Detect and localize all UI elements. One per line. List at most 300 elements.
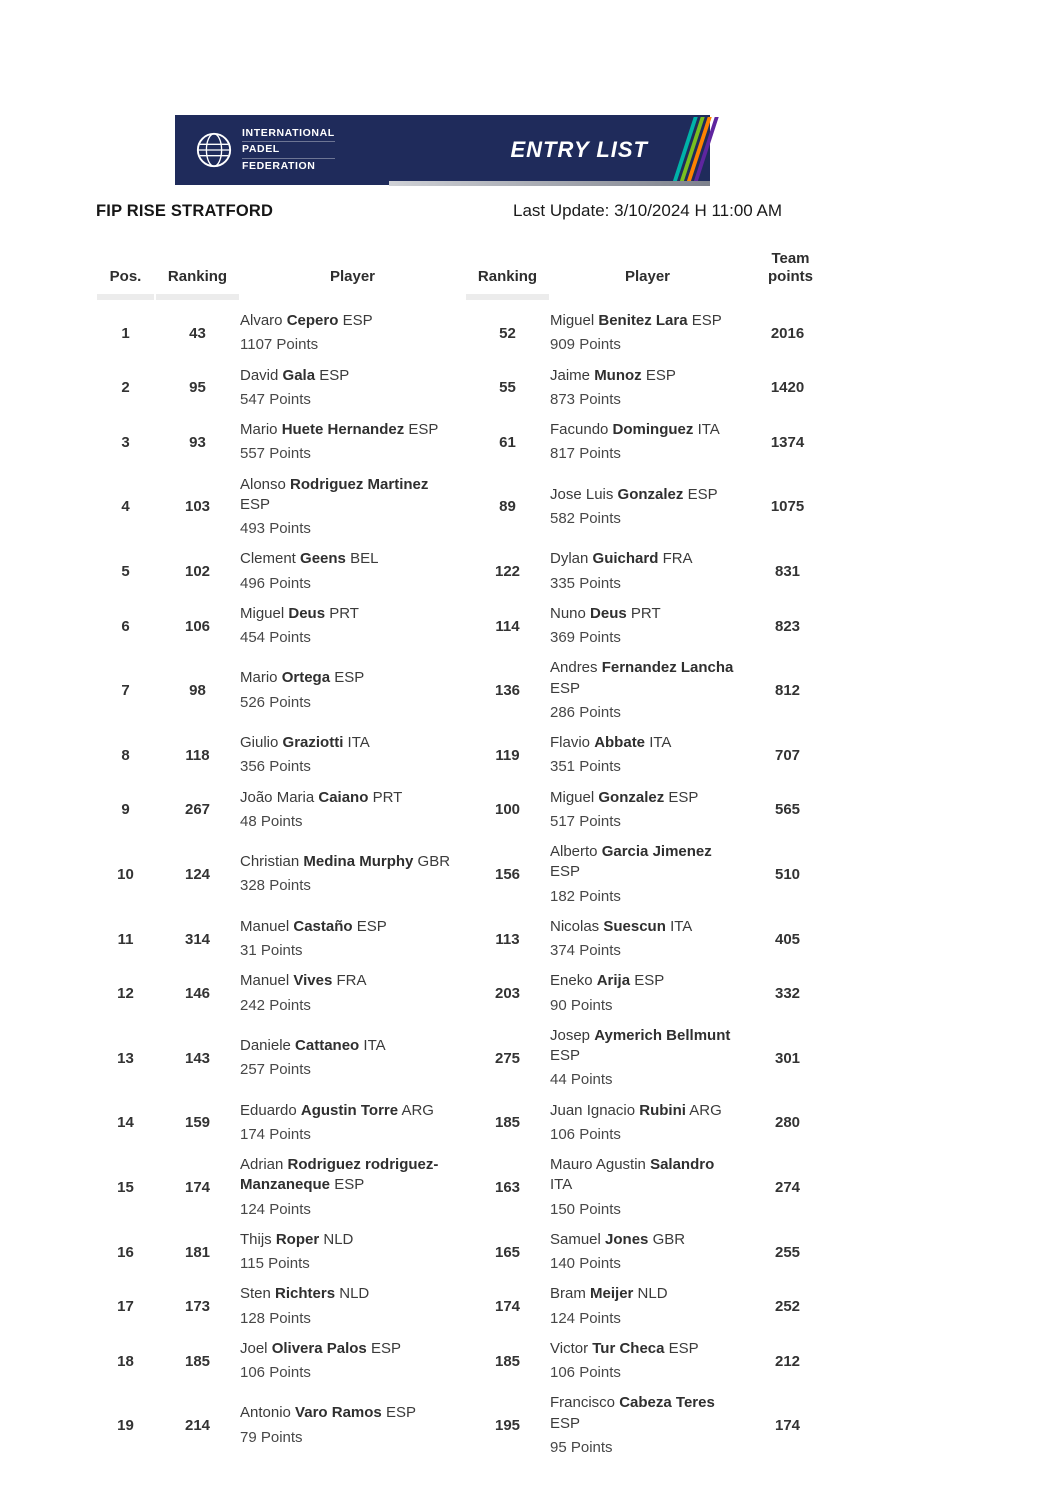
- player-country-code: ESP: [668, 1339, 699, 1357]
- player-last-name: Jones: [605, 1230, 649, 1248]
- ranking-cell-1: 159: [184, 1114, 211, 1132]
- player-cell-1: [240, 971, 465, 1016]
- player-first-name: João Maria: [240, 788, 315, 806]
- player-name-2: [550, 311, 735, 331]
- player-first-name: Jose Luis: [550, 485, 614, 503]
- header-player-2: Player: [624, 268, 671, 285]
- player-name-1: [240, 1339, 455, 1359]
- player-first-name: Josep: [550, 1026, 591, 1044]
- player-first-name: Alberto: [550, 843, 598, 860]
- player-name-2: [550, 1155, 735, 1196]
- player-points-1: 31 Points: [240, 942, 303, 959]
- player-last-name: Arija: [596, 972, 631, 990]
- player-name-2: [550, 971, 735, 991]
- player-first-name: Manuel: [240, 917, 290, 935]
- player-first-name: Jaime: [550, 366, 591, 384]
- player-first-name: Nuno: [550, 604, 586, 622]
- player-name-1: [240, 852, 455, 872]
- position-cell: 16: [117, 1243, 134, 1261]
- player-cell-1: [240, 366, 465, 411]
- player-country-code: PRT: [329, 604, 359, 622]
- player-points-1: 48 Points: [240, 812, 303, 830]
- table-row: [96, 653, 830, 728]
- table-row: [96, 728, 830, 783]
- player-cell-2: [550, 311, 745, 356]
- player-points-1: 124 Points: [240, 1200, 311, 1218]
- player-name-2: [550, 1393, 735, 1434]
- player-cell-2: [550, 549, 745, 594]
- player-name-2: [550, 733, 735, 753]
- federation-logo-text: [242, 126, 335, 175]
- player-name-2: [550, 1284, 735, 1304]
- player-last-name: Dominguez: [612, 421, 694, 438]
- player-country-code: NLD: [339, 1285, 370, 1303]
- table-header-row: [96, 246, 830, 296]
- team-points-cell: 405: [774, 930, 801, 948]
- logo-line-federation: FEDERATION: [242, 159, 316, 172]
- player-last-name: Castaño: [293, 917, 353, 935]
- player-last-name: Vives: [293, 972, 333, 990]
- player-name-1: [240, 1036, 455, 1056]
- player-first-name: Daniele: [240, 1036, 291, 1054]
- player-name-2: [550, 1230, 735, 1250]
- header-ranking-2: Ranking: [465, 268, 550, 294]
- table-row: [96, 837, 830, 912]
- position-cell: 8: [121, 746, 130, 764]
- player-first-name: Antonio: [240, 1404, 291, 1422]
- player-first-name: Thijs: [240, 1230, 272, 1248]
- player-points-1: 242 Points: [240, 996, 311, 1014]
- player-first-name: Giulio: [240, 734, 279, 751]
- position-cell: 1: [121, 324, 130, 342]
- player-cell-1: [240, 788, 465, 833]
- position-cell: 9: [121, 801, 130, 819]
- player-last-name: Medina Murphy: [303, 853, 414, 871]
- position-cell: 19: [117, 1417, 134, 1435]
- player-last-name: Olivera Palos: [271, 1339, 367, 1357]
- ranking-cell-2: 165: [494, 1243, 521, 1261]
- player-points-2: 150 Points: [550, 1200, 621, 1218]
- player-name-1: [240, 1155, 455, 1196]
- position-cell: 10: [117, 865, 134, 883]
- player-points-2: 44 Points: [550, 1071, 613, 1089]
- player-points-2: 124 Points: [550, 1309, 621, 1327]
- banner-underline-decoration: [389, 181, 710, 186]
- player-country-code: GBR: [417, 853, 451, 871]
- player-cell-2: [550, 788, 745, 833]
- player-country-code: ESP: [240, 495, 271, 513]
- table-row: [96, 1021, 830, 1096]
- ranking-cell-1: 267: [184, 801, 211, 819]
- player-last-name: Ortega: [281, 669, 331, 687]
- player-cell-2: [550, 366, 745, 411]
- ranking-cell-2: 61: [499, 433, 516, 451]
- player-name-1: [240, 917, 455, 937]
- player-name-1: [240, 1101, 455, 1121]
- player-cell-1: [240, 1230, 465, 1275]
- player-country-code: ESP: [370, 1339, 401, 1357]
- table-row: [96, 306, 830, 361]
- ranking-cell-2: 52: [499, 324, 516, 342]
- table-row: [96, 599, 830, 654]
- team-points-cell: 510: [774, 865, 801, 883]
- tournament-title: FIP RISE STRATFORD: [96, 202, 274, 220]
- ranking-cell-1: 106: [184, 617, 211, 635]
- player-first-name: Eduardo: [240, 1101, 297, 1119]
- player-last-name: Gonzalez: [598, 788, 665, 806]
- player-name-2: [550, 485, 735, 505]
- player-first-name: Eneko: [550, 972, 593, 990]
- player-name-1: [240, 1403, 455, 1423]
- player-name-1: [240, 1284, 455, 1304]
- team-points-cell: 1420: [770, 379, 805, 397]
- player-name-1: [240, 788, 455, 808]
- player-cell-1: [240, 1403, 465, 1448]
- position-cell: 14: [117, 1114, 134, 1132]
- player-last-name: Varo Ramos: [295, 1404, 382, 1422]
- player-last-name: Munoz: [594, 366, 642, 384]
- table-row: [96, 1279, 830, 1334]
- team-points-cell: 174: [774, 1417, 801, 1435]
- player-points-1: 493 Points: [240, 520, 311, 537]
- player-points-2: 351 Points: [550, 758, 621, 776]
- team-points-cell: 707: [774, 746, 801, 764]
- ranking-cell-1: 214: [184, 1417, 211, 1435]
- player-first-name: Mario: [240, 669, 278, 687]
- ranking-cell-1: 118: [185, 746, 210, 764]
- player-first-name: Joel: [240, 1339, 268, 1357]
- player-points-2: 817 Points: [550, 445, 621, 463]
- player-name-1: [240, 475, 455, 516]
- player-last-name: Cattaneo: [295, 1036, 360, 1054]
- player-name-1: [240, 366, 455, 386]
- player-name-1: [240, 311, 455, 331]
- entry-table: [96, 246, 830, 1463]
- player-first-name: Nicolas: [550, 917, 600, 935]
- player-first-name: Mario: [240, 421, 278, 438]
- federation-banner: [175, 115, 710, 185]
- player-country-code: ESP: [342, 312, 373, 329]
- player-last-name: Geens: [300, 550, 346, 568]
- player-country-code: ESP: [668, 788, 699, 806]
- player-name-1: [240, 1230, 455, 1250]
- player-points-1: 557 Points: [240, 445, 311, 463]
- team-points-cell: 301: [774, 1049, 801, 1067]
- player-name-2: [550, 658, 735, 699]
- player-cell-1: [240, 1339, 465, 1384]
- player-first-name: Mauro Agustin: [550, 1156, 646, 1173]
- player-name-2: [550, 1339, 735, 1359]
- ranking-cell-1: 174: [184, 1178, 211, 1196]
- team-points-cell: 255: [774, 1243, 801, 1261]
- player-cell-1: [240, 420, 465, 465]
- table-row: [96, 361, 830, 416]
- player-points-2: 517 Points: [550, 812, 621, 830]
- player-points-2: 374 Points: [550, 942, 621, 959]
- player-last-name: Garcia Jimenez: [601, 843, 712, 860]
- team-points-cell: 212: [774, 1352, 801, 1370]
- player-last-name: Agustin Torre: [300, 1101, 399, 1119]
- table-row: [96, 1096, 830, 1151]
- player-cell-1: [240, 668, 465, 713]
- player-first-name: Miguel: [240, 604, 285, 622]
- player-first-name: Miguel: [550, 312, 595, 329]
- ranking-cell-2: 203: [494, 985, 521, 1002]
- player-cell-2: [550, 733, 745, 778]
- player-cell-1: [240, 852, 465, 897]
- player-first-name: Christian: [240, 853, 300, 871]
- position-cell: 12: [117, 985, 134, 1002]
- player-last-name: Huete Hernandez: [281, 421, 405, 438]
- position-cell: 6: [121, 617, 130, 635]
- player-name-2: [550, 917, 735, 937]
- player-first-name: Clement: [240, 550, 296, 568]
- player-points-2: 90 Points: [550, 996, 613, 1014]
- player-country-code: ARG: [401, 1101, 434, 1119]
- player-country-code: ESP: [691, 312, 722, 329]
- player-last-name: Meijer: [590, 1285, 634, 1303]
- entry-list-label: ENTRY LIST: [510, 137, 648, 162]
- player-points-1: 115 Points: [240, 1255, 310, 1272]
- ranking-cell-2: 195: [494, 1417, 521, 1435]
- player-cell-2: [550, 1230, 745, 1275]
- player-name-2: [550, 420, 735, 440]
- player-first-name: Juan Ignacio: [550, 1101, 636, 1119]
- player-last-name: Salandro: [650, 1156, 715, 1173]
- player-cell-1: [240, 1036, 465, 1081]
- player-cell-2: [550, 485, 745, 530]
- player-last-name: Deus: [288, 604, 326, 622]
- logo-line-padel: PADEL: [242, 142, 335, 159]
- player-cell-2: [550, 917, 745, 962]
- player-cell-2: [550, 1101, 745, 1146]
- position-cell: 17: [117, 1298, 134, 1315]
- player-points-2: 182 Points: [550, 887, 621, 905]
- ranking-cell-1: 102: [184, 563, 211, 580]
- player-first-name: Adrian: [240, 1156, 284, 1173]
- team-points-cell: 1374: [770, 433, 805, 451]
- position-cell: 11: [117, 930, 134, 948]
- player-country-code: ESP: [687, 485, 718, 503]
- ranking-cell-1: 103: [184, 498, 211, 516]
- table-row: [96, 470, 830, 545]
- player-name-1: [240, 420, 455, 440]
- player-last-name: Gonzalez: [617, 485, 684, 503]
- table-row: [96, 1150, 830, 1225]
- team-points-cell: 252: [774, 1298, 801, 1315]
- player-cell-2: [550, 842, 745, 907]
- table-row: [96, 544, 830, 599]
- team-points-cell: 823: [774, 617, 801, 635]
- player-cell-2: [550, 1393, 745, 1458]
- ranking-cell-2: 163: [494, 1178, 521, 1196]
- player-points-1: 547 Points: [240, 390, 311, 408]
- player-last-name: Deus: [590, 604, 627, 622]
- player-points-1: 526 Points: [240, 693, 311, 711]
- header-ranking-1: Ranking: [155, 268, 240, 294]
- player-country-code: ITA: [363, 1036, 386, 1054]
- player-points-1: 174 Points: [240, 1125, 311, 1143]
- player-last-name: Fernandez Lancha: [601, 659, 734, 677]
- position-cell: 7: [121, 682, 130, 700]
- player-first-name: Manuel: [240, 972, 290, 990]
- player-last-name: Cabeza Teres: [619, 1394, 715, 1412]
- player-country-code: ESP: [334, 669, 365, 687]
- player-points-2: 95 Points: [550, 1438, 613, 1456]
- player-points-2: 369 Points: [550, 629, 621, 646]
- player-last-name: Rodriguez Martinez: [290, 475, 429, 493]
- player-country-code: ESP: [356, 917, 387, 935]
- ranking-cell-1: 173: [184, 1298, 211, 1315]
- ranking-cell-2: 119: [495, 746, 520, 764]
- player-first-name: Sten: [240, 1285, 271, 1303]
- federation-logo: [175, 126, 335, 175]
- player-country-code: ESP: [334, 1176, 365, 1194]
- player-cell-2: [550, 420, 745, 465]
- player-cell-1: [240, 311, 465, 356]
- player-last-name: Aymerich Bellmunt: [594, 1026, 731, 1044]
- player-last-name: Gala: [282, 366, 316, 384]
- ranking-cell-2: 275: [494, 1049, 521, 1067]
- player-last-name: Richters: [275, 1285, 336, 1303]
- table-row: [96, 912, 830, 967]
- position-cell: 3: [121, 433, 130, 451]
- player-name-2: [550, 1101, 735, 1121]
- player-country-code: ESP: [550, 1414, 581, 1432]
- table-row: [96, 1388, 830, 1463]
- player-country-code: PRT: [630, 604, 661, 622]
- player-country-code: ESP: [385, 1404, 416, 1422]
- player-name-1: [240, 971, 455, 991]
- player-cell-1: [240, 1101, 465, 1146]
- player-points-2: 106 Points: [550, 1125, 621, 1143]
- player-first-name: Dylan: [550, 550, 589, 568]
- player-last-name: Caiano: [318, 788, 369, 806]
- player-first-name: Flavio: [550, 734, 591, 751]
- position-cell: 18: [117, 1352, 134, 1370]
- team-points-cell: 280: [774, 1114, 801, 1132]
- header-team-points: Team points: [768, 250, 813, 285]
- player-name-2: [550, 366, 735, 386]
- player-country-code: NLD: [323, 1230, 354, 1248]
- player-name-1: [240, 604, 455, 624]
- team-points-cell: 1075: [770, 498, 805, 516]
- player-country-code: ESP: [634, 972, 665, 990]
- ranking-cell-2: 156: [494, 865, 521, 883]
- ranking-cell-2: 89: [499, 498, 516, 516]
- player-points-2: 909 Points: [550, 336, 621, 354]
- player-cell-2: [550, 1284, 745, 1329]
- player-name-1: [240, 668, 455, 688]
- player-first-name: Victor: [550, 1339, 589, 1357]
- player-points-1: 106 Points: [240, 1364, 311, 1381]
- table-row: [96, 966, 830, 1021]
- player-country-code: NLD: [637, 1285, 668, 1303]
- player-last-name: Benitez Lara: [598, 312, 688, 329]
- player-country-code: ITA: [670, 917, 693, 935]
- player-first-name: Bram: [550, 1285, 586, 1303]
- player-points-1: 79 Points: [240, 1428, 303, 1446]
- player-last-name: Roper: [275, 1230, 320, 1248]
- player-points-2: 335 Points: [550, 574, 621, 592]
- player-name-2: [550, 549, 735, 569]
- player-cell-1: [240, 733, 465, 778]
- ranking-cell-1: 143: [184, 1049, 211, 1067]
- ranking-cell-2: 100: [494, 801, 521, 819]
- position-cell: 15: [117, 1178, 134, 1196]
- ranking-cell-1: 93: [189, 433, 206, 451]
- ranking-cell-1: 95: [189, 379, 206, 397]
- player-first-name: Alvaro: [240, 312, 283, 329]
- player-points-1: 454 Points: [240, 629, 311, 646]
- team-points-cell: 274: [774, 1178, 801, 1196]
- player-cell-1: [240, 549, 465, 594]
- header-pos: Pos.: [96, 268, 155, 294]
- player-points-2: 873 Points: [550, 390, 621, 408]
- player-country-code: ITA: [697, 421, 720, 438]
- player-points-1: 496 Points: [240, 574, 311, 592]
- player-country-code: FRA: [662, 550, 693, 568]
- banner-stripes-decoration: [683, 117, 708, 183]
- ranking-cell-2: 55: [499, 379, 516, 397]
- table-body: [96, 296, 830, 1463]
- globe-icon: [195, 131, 233, 169]
- player-country-code: ESP: [408, 421, 439, 438]
- player-last-name: Graziotti: [282, 734, 344, 751]
- ranking-cell-1: 181: [184, 1243, 211, 1261]
- player-country-code: ESP: [645, 366, 676, 384]
- ranking-cell-1: 185: [184, 1352, 211, 1370]
- player-country-code: ITA: [550, 1176, 573, 1194]
- player-points-2: 140 Points: [550, 1255, 621, 1272]
- position-cell: 5: [121, 563, 130, 580]
- player-country-code: ITA: [347, 734, 370, 751]
- ranking-cell-1: 124: [184, 865, 211, 883]
- table-row: [96, 415, 830, 470]
- player-name-2: [550, 842, 735, 883]
- team-points-cell: 2016: [770, 324, 805, 342]
- team-points-cell: 812: [774, 682, 801, 700]
- player-first-name: Francisco: [550, 1394, 616, 1412]
- table-row: [96, 1334, 830, 1389]
- team-points-cell: 332: [774, 985, 801, 1002]
- logo-line-international: INTERNATIONAL: [242, 126, 335, 143]
- player-name-1: [240, 549, 455, 569]
- player-first-name: Miguel: [550, 788, 595, 806]
- player-name-2: [550, 788, 735, 808]
- table-row: [96, 1225, 830, 1280]
- player-name-2: [550, 1026, 735, 1067]
- player-points-1: 356 Points: [240, 758, 311, 776]
- player-cell-1: [240, 475, 465, 540]
- ranking-cell-2: 185: [494, 1114, 521, 1132]
- player-points-1: 257 Points: [240, 1061, 311, 1079]
- ranking-cell-1: 146: [184, 985, 211, 1002]
- player-last-name: Tur Checa: [592, 1339, 665, 1357]
- player-cell-2: [550, 1155, 745, 1220]
- player-cell-1: [240, 1284, 465, 1329]
- player-last-name: Cepero: [286, 312, 339, 329]
- team-points-cell: 565: [774, 801, 801, 819]
- ranking-cell-2: 185: [494, 1352, 521, 1370]
- player-points-2: 286 Points: [550, 703, 621, 721]
- player-last-name: Rodriguez rodriguez-Manzaneque: [240, 1156, 439, 1194]
- player-country-code: GBR: [652, 1230, 686, 1248]
- player-first-name: Alonso: [240, 475, 286, 493]
- table-row: [96, 783, 830, 838]
- player-points-2: 582 Points: [550, 509, 621, 527]
- player-last-name: Abbate: [594, 734, 646, 751]
